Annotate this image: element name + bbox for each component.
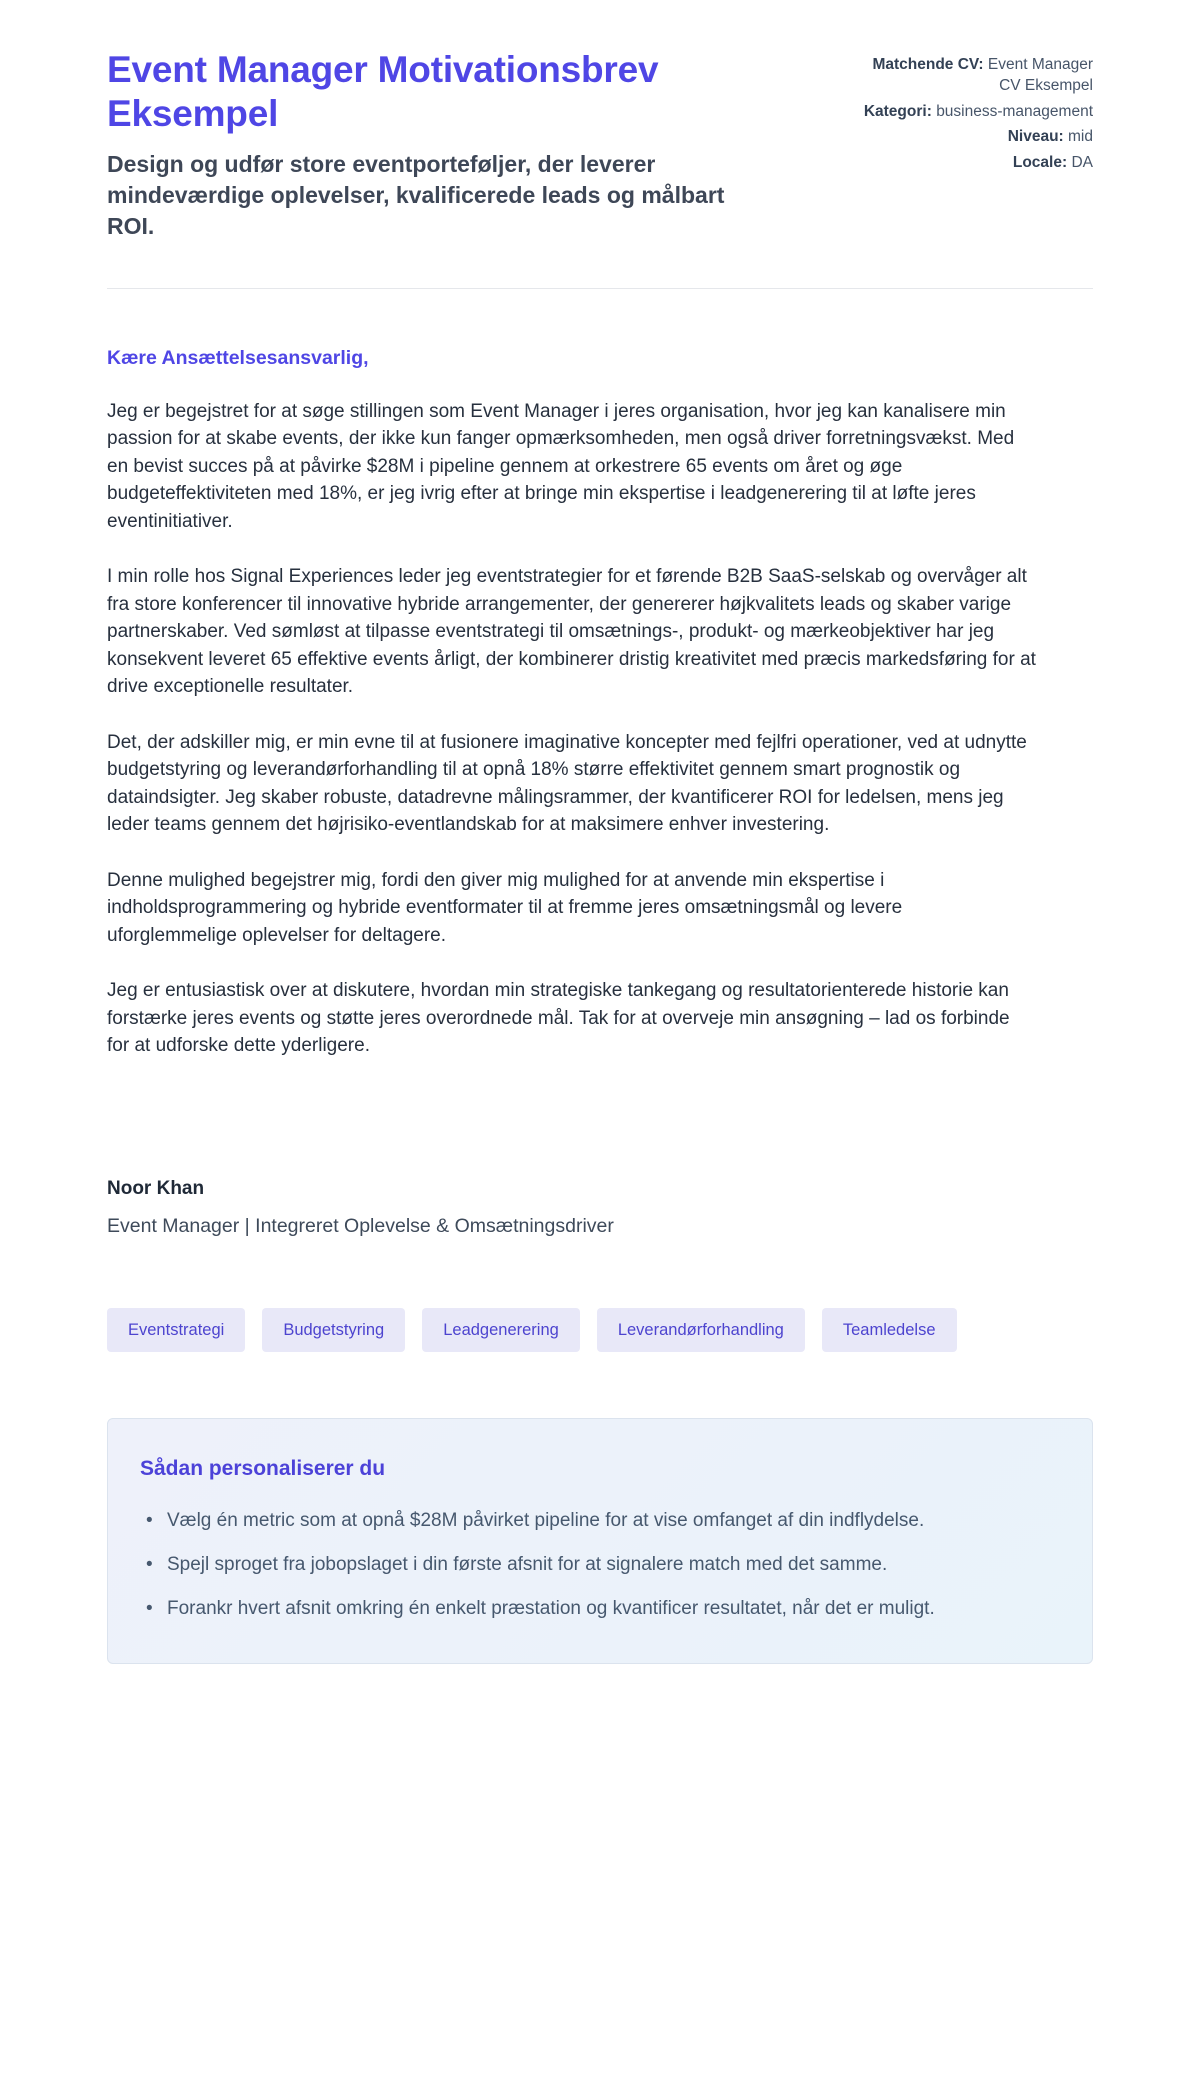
tip-item: • Spejl sproget fra jobopslaget i din første afsnit for at signalere match med det samme.	[140, 1551, 1020, 1579]
meta-level-value: mid	[1068, 128, 1093, 146]
document-metadata	[861, 48, 1093, 177]
tag-eventstrategi[interactable]: Eventstrategi	[107, 1308, 245, 1353]
meta-matching-cv-value: Event Manager CV Eksempel	[987, 56, 1093, 95]
signature-title: Event Manager | Integreret Oplevelse & Omsætningsdriver	[107, 1214, 614, 1237]
tag-teamledelse[interactable]: Teamledelse	[822, 1308, 957, 1353]
tip-item: • Vælg én metric som at opnå $28M påvirket pipeline for at vise omfanget af din indflydelse.	[140, 1507, 1020, 1535]
letter-paragraph: Jeg er entusiastisk over at diskutere, hvordan min strategiske tankegang og resultatorienterede historie kan forstærke jeres events og støtte jeres overordnede mål. Tak for at overveje min ansøgning – lad os forbinde for at udforske dette yderligere.	[107, 980, 1010, 1057]
meta-category-label: Kategori:	[863, 102, 932, 120]
letter-paragraph: Det, der adskiller mig, er min evne til at fusionere imaginative koncepter med fejlfri operationer, ved at udnytte budgetstyring og leverandørforhandling til at opnå 18% større effektivitet gennem smart prognostik og dataindsigter. Jeg skaber robuste, datadrevne målingsrammer, der kvantificerer ROI for ledelsen, mens jeg leder teams gennem det højrisiko-eventlandskab for at maksimere enhver investering.	[107, 731, 1027, 836]
tips-heading: Sådan personaliserer du	[140, 1457, 386, 1481]
header-divider	[107, 288, 1093, 289]
letter-paragraph: I min rolle hos Signal Experiences leder jeg eventstrategier for et førende B2B SaaS-selskab og overvåger alt fra store konferencer til innovative hybride arrangementer, der genererer højkvalitets leads og skaber varige partnerskaber. Ved sømløst at tilpasse eventstrategi til omsætnings-, produkt- og mærkeobjektiver har jeg konsekvent leveret 65 effektive events årligt, der kombinerer dristig kreativitet med præcis markedsføring for at drive exceptionelle resultater.	[107, 566, 1036, 698]
meta-locale	[861, 152, 1093, 173]
letter-body	[107, 347, 1093, 1238]
signature-block	[107, 1178, 1093, 1238]
meta-locale-value: DA	[1071, 153, 1093, 171]
skill-tags	[107, 1308, 1093, 1353]
meta-locale-label: Locale:	[1012, 153, 1068, 171]
meta-category	[861, 101, 1093, 122]
page-header	[107, 48, 1093, 242]
cover-letter-page	[107, 0, 1093, 1734]
tag-leverandorforhandling[interactable]: Leverandørforhandling	[597, 1308, 805, 1353]
page-title: Event Manager Motivationsbrev Eksempel	[107, 49, 659, 135]
meta-matching-cv	[861, 54, 1093, 97]
tag-budgetstyring[interactable]: Budgetstyring	[262, 1308, 405, 1353]
meta-matching-cv-label: Matchende CV:	[872, 56, 984, 73]
letter-paragraph: Denne mulighed begejstrer mig, fordi den giver mig mulighed for at anvende min ekspertise i indholdsprogrammering og hybride eventformater til at fremme jeres omsætningsmål og levere uforglemmelige oplevelser for deltagere.	[107, 869, 903, 946]
header-title-block	[107, 48, 767, 242]
personalization-tips-box	[107, 1418, 1093, 1664]
signature-name: Noor Khan	[107, 1177, 205, 1199]
meta-category-value: business-management	[936, 102, 1093, 120]
page-subtitle: Design og udfør store eventporteføljer, der leverer mindeværdige oplevelser, kvalificerede leads og målbart ROI.	[107, 150, 725, 239]
tag-leadgenerering[interactable]: Leadgenerering	[422, 1308, 580, 1353]
tips-list	[140, 1507, 1060, 1623]
meta-level	[861, 126, 1093, 147]
meta-level-label: Niveau:	[1007, 128, 1064, 146]
letter-greeting: Kære Ansættelsesansvarlig,	[107, 346, 369, 369]
letter-paragraph: Jeg er begejstret for at søge stillingen som Event Manager i jeres organisation, hvor jeg kan kanalisere min passion for at skabe events, der ikke kun fanger opmærksomheden, men også driver forretningsvækst. Med en bevist succes på at påvirke $28M i pipeline gennem at orkestrere 65 events om året og øge budgeteffektiviteten med 18%, er jeg ivrig efter at bringe min ekspertise i leadgenerering til at løfte jeres eventinitiativer.	[107, 400, 1015, 532]
tip-item: • Forankr hvert afsnit omkring én enkelt præstation og kvantificer resultatet, når det er muligt.	[140, 1595, 1020, 1623]
